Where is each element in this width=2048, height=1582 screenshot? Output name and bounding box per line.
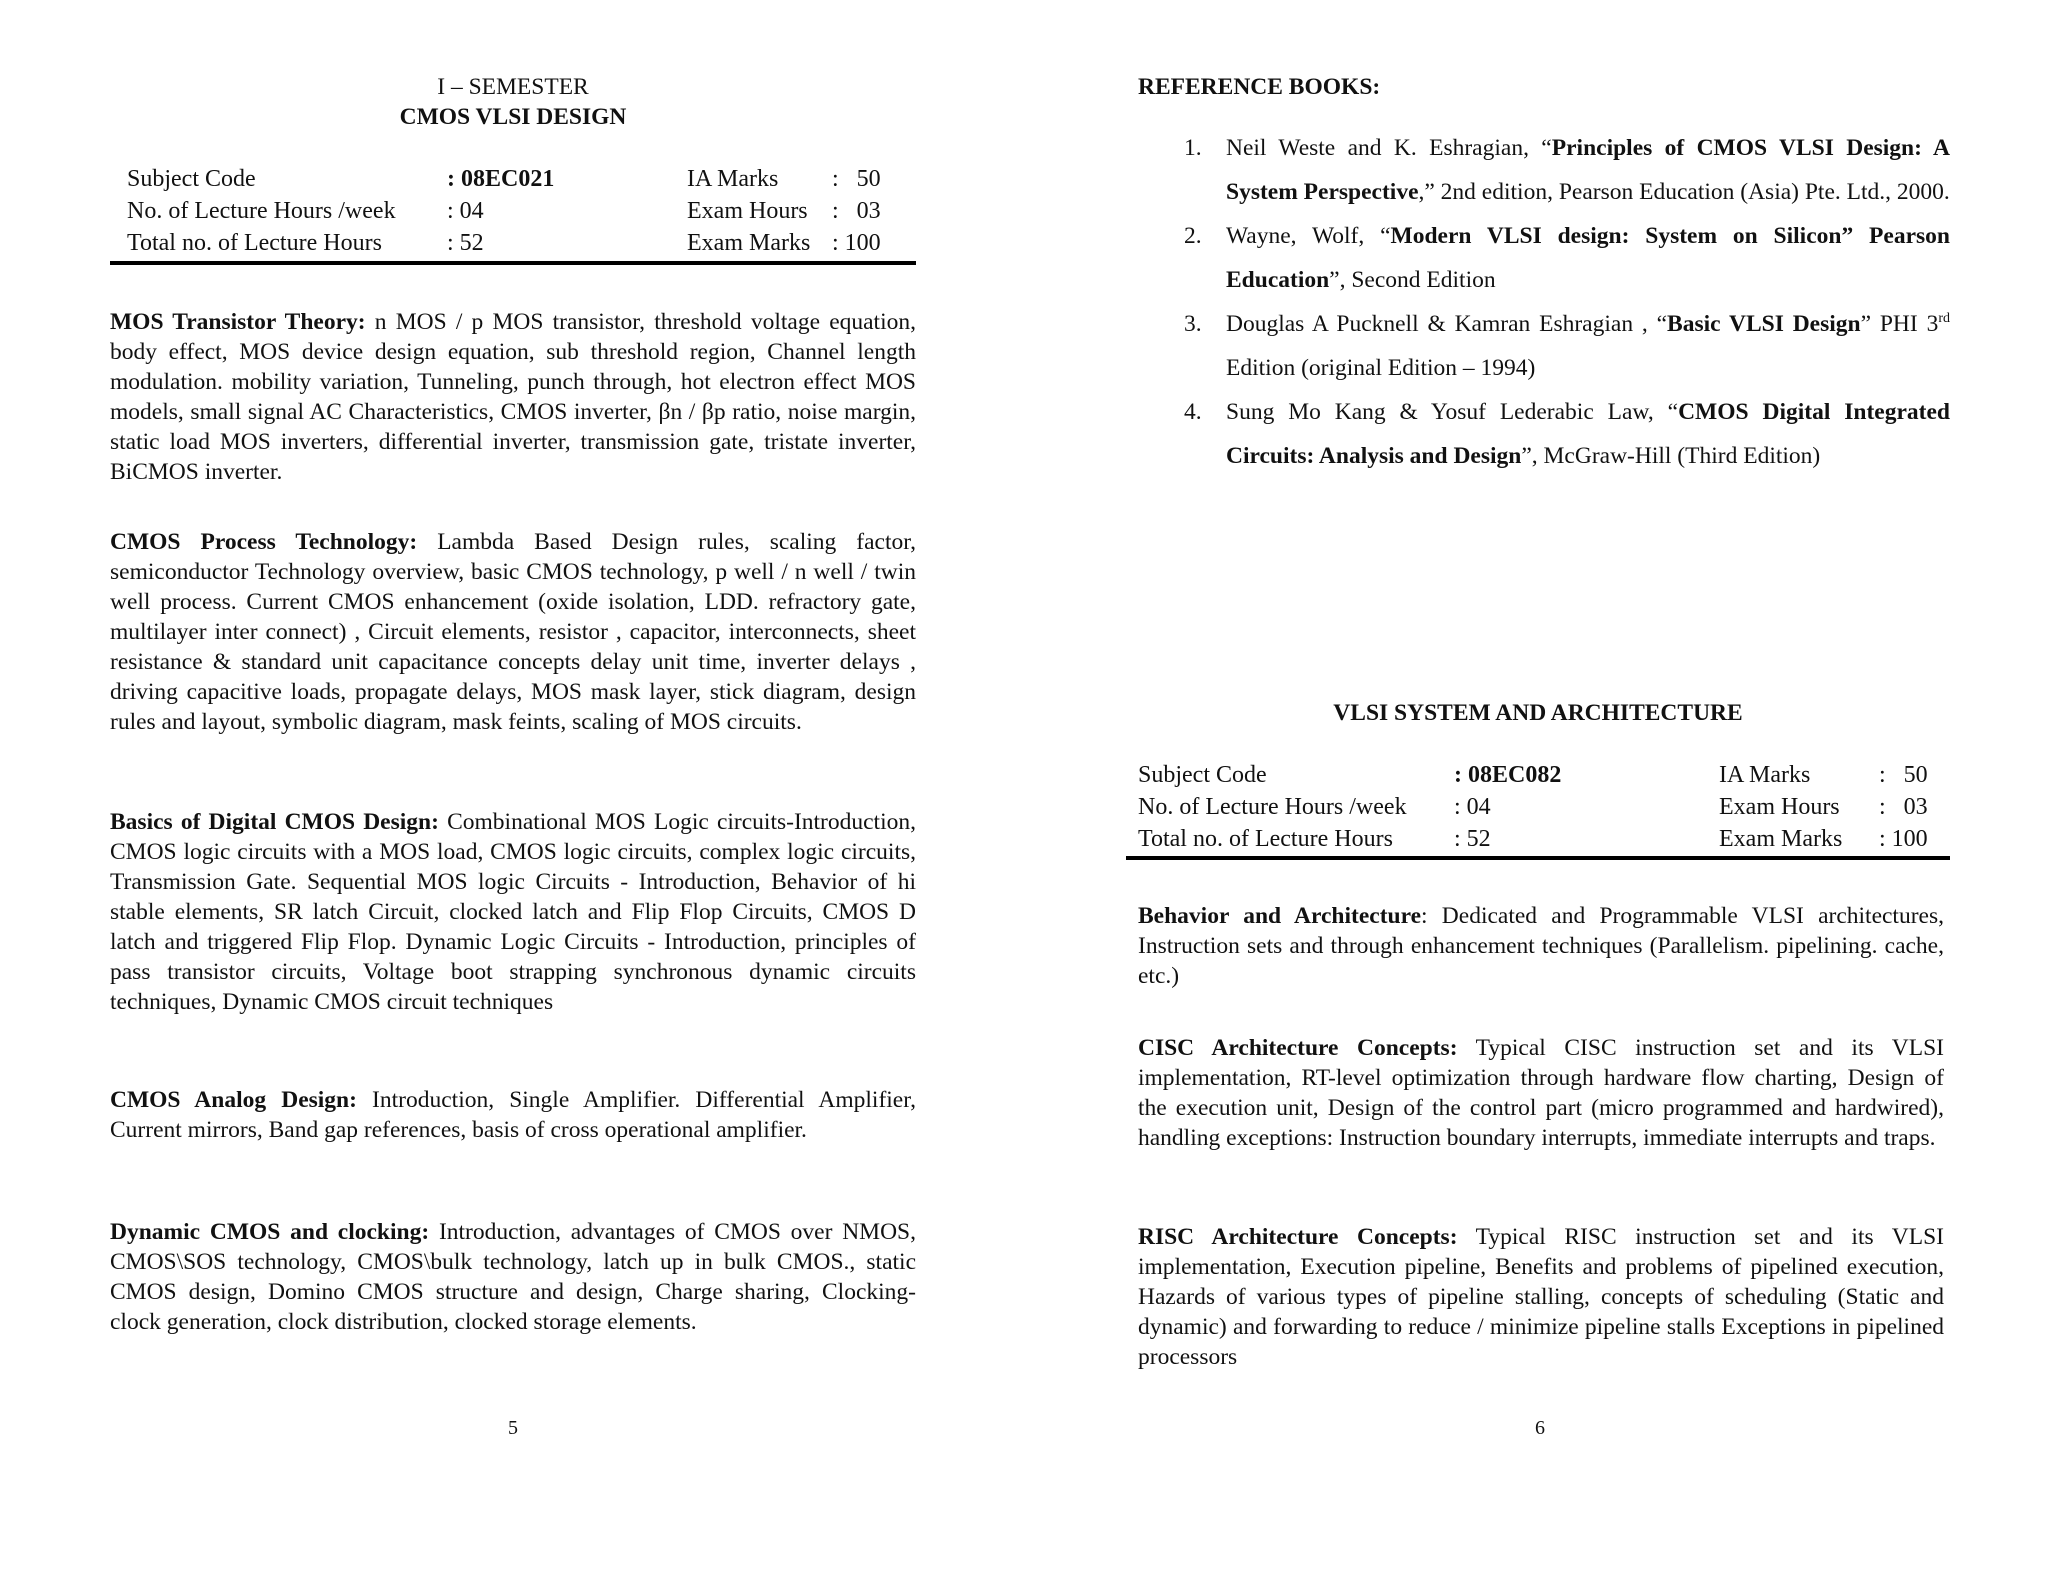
- reference-text: Douglas A Pucknell & Kamran Eshragian , “: [1226, 311, 1668, 337]
- info-row: [1138, 824, 1928, 856]
- reference-number: 3.: [1184, 311, 1202, 337]
- page-number: 6: [1535, 1417, 1545, 1439]
- section-heading: Dynamic CMOS and clocking:: [110, 1219, 430, 1245]
- section-heading: MOS Transistor Theory:: [110, 309, 366, 335]
- right-page: [1126, 0, 1950, 1582]
- section-body: Typical CISC instruction set and its VLSI implementation, RT-level optimization through hardware flow charting, Design of the execution unit, Design of the control part (micro programmed and hardwired), handling exceptions: Instruction boundary interrupts, immediate interrupts and traps.: [1138, 1035, 1944, 1151]
- info-row: [1138, 792, 1928, 824]
- reference-text: ”, McGraw-Hill (Third Edition): [1521, 443, 1821, 469]
- info-row: [127, 164, 881, 196]
- page-number: 5: [508, 1417, 518, 1439]
- section-heading: Behavior and Architecture: [1138, 903, 1422, 929]
- reference-item: [1126, 126, 1950, 214]
- section-heading: CMOS Analog Design:: [110, 1087, 357, 1113]
- table-rule: [110, 261, 916, 265]
- reference-list: [1126, 126, 1950, 478]
- info-value: : 08EC082: [1454, 762, 1562, 788]
- reference-text: Sung Mo Kang & Yosuf Lederabic Law, “: [1226, 399, 1679, 425]
- reference-number: 2.: [1184, 223, 1202, 249]
- info-value: : 04: [447, 198, 484, 224]
- info-label: Subject Code: [1138, 762, 1267, 788]
- table-rule: [1126, 856, 1950, 860]
- info-label: Total no. of Lecture Hours: [1138, 826, 1393, 852]
- info-label: No. of Lecture Hours /week: [127, 198, 396, 224]
- info-label: Exam Marks: [1719, 826, 1843, 852]
- course-title: VLSI SYSTEM AND ARCHITECTURE: [1333, 700, 1743, 726]
- reference-text: ,” 2nd edition, Pearson Education (Asia) Pte. Ltd., 2000.: [1418, 179, 1950, 205]
- reference-title: Basic VLSI Design: [1667, 311, 1861, 337]
- section-heading: CMOS Process Technology:: [110, 529, 418, 555]
- reference-text: Edition (original Edition – 1994): [1226, 355, 1536, 381]
- reference-item: [1126, 214, 1950, 302]
- reference-superscript: rd: [1938, 311, 1950, 327]
- info-value: : 52: [447, 230, 484, 256]
- section-body: Introduction, Single Amplifier. Differential Amplifier, Current mirrors, Band gap references, basis of cross operational amplifier.: [110, 1087, 916, 1143]
- syllabus-section: [110, 807, 916, 1017]
- reference-text: Neil Weste and K. Eshragian, “: [1226, 135, 1552, 161]
- info-value: : 52: [1454, 826, 1491, 852]
- info-label: Exam Marks: [687, 230, 811, 256]
- reference-text: ”, Second Edition: [1329, 267, 1496, 293]
- section-body: Introduction, advantages of CMOS over NMOS, CMOS\SOS technology, CMOS\bulk technology, latch up in bulk CMOS., static CMOS design, Domino CMOS structure and design, Charge sharing, Clocking- clock generation, clock distribution, clocked storage elements.: [110, 1219, 916, 1335]
- section-body: : Dedicated and Programmable VLSI architectures, Instruction sets and through enhancement techniques (Parallelism. pipelining. cache, etc.): [1138, 903, 1944, 989]
- info-label: Exam Hours: [1719, 794, 1840, 820]
- section-body: Typical RISC instruction set and its VLSI implementation, Execution pipeline, Benefits and problems of pipelined execution, Hazards of various types of pipeline stalling, concepts of scheduling (Static and dynamic) and forwarding to reduce / minimize pipeline stalls Exceptions in pipelined processors: [1138, 1224, 1944, 1370]
- info-value: : 03: [1879, 794, 1928, 820]
- section-body: n MOS / p MOS transistor, threshold voltage equation, body effect, MOS device design equation, sub threshold region, Channel length modulation. mobility variation, Tunneling, punch through, hot electron effect MOS models, small signal AC Characteristics, CMOS inverter, βn / βp ratio, noise margin, static load MOS inverters, differential inverter, transmission gate, tristate inverter, BiCMOS inverter.: [110, 309, 916, 485]
- reference-number: 1.: [1184, 135, 1202, 161]
- section-heading: Basics of Digital CMOS Design:: [110, 809, 439, 835]
- left-page: [110, 0, 916, 1582]
- info-row: [127, 228, 881, 260]
- section-heading: CISC Architecture Concepts:: [1138, 1035, 1458, 1061]
- info-value: : 03: [832, 198, 881, 224]
- info-value: : 04: [1454, 794, 1491, 820]
- course-title: CMOS VLSI DESIGN: [399, 104, 627, 130]
- info-label: Subject Code: [127, 166, 256, 192]
- reference-title: Modern VLSI design: System on Silicon” Pearson Education: [1226, 223, 1950, 293]
- reference-number: 4.: [1184, 399, 1202, 425]
- info-label: Exam Hours: [687, 198, 808, 224]
- syllabus-section: [1138, 1222, 1944, 1372]
- info-value: : 08EC021: [447, 166, 555, 192]
- syllabus-section: [1138, 1033, 1944, 1153]
- reference-text: ” PHI 3: [1860, 311, 1939, 337]
- syllabus-section: [110, 527, 916, 737]
- section-body: Combinational MOS Logic circuits-Introduction, CMOS logic circuits with a MOS load, CMOS logic circuits, complex logic circuits, Transmission Gate. Sequential MOS logic Circuits - Introduction, Behavior of hi stable elements, SR latch Circuit, clocked latch and Flip Flop Circuits, CMOS D latch and triggered Flip Flop. Dynamic Logic Circuits - Introduction, principles of pass transistor circuits, Voltage boot strapping synchronous dynamic circuits techniques, Dynamic CMOS circuit techniques: [110, 809, 916, 1015]
- reference-item: [1126, 302, 1950, 390]
- info-value: : 50: [1879, 762, 1928, 788]
- section-body: Lambda Based Design rules, scaling factor, semiconductor Technology overview, basic CMOS technology, p well / n well / twin well process. Current CMOS enhancement (oxide isolation, LDD. refractory gate, multilayer inter connect) , Circuit elements, resistor , capacitor, interconnects, sheet resistance & standard unit capacitance concepts delay unit time, inverter delays , driving capacitive loads, propagate delays, MOS mask layer, stick diagram, design rules and layout, symbolic diagram, mask feints, scaling of MOS circuits.: [110, 529, 916, 735]
- course-info-table: [127, 164, 881, 260]
- reference-title: CMOS Digital Integrated Circuits: Analysis and Design: [1226, 399, 1950, 469]
- info-value: : 100: [832, 230, 881, 256]
- reference-text: Wayne, Wolf, “: [1226, 223, 1391, 249]
- reference-title: Principles of CMOS VLSI Design: A System Perspective: [1226, 135, 1950, 205]
- info-label: Total no. of Lecture Hours: [127, 230, 382, 256]
- info-label: IA Marks: [1719, 762, 1811, 788]
- reference-item: [1126, 390, 1950, 478]
- info-row: [127, 196, 881, 228]
- syllabus-section: [1138, 901, 1944, 991]
- syllabus-section: [110, 1085, 916, 1145]
- info-value: : 100: [1879, 826, 1928, 852]
- semester-label: I – SEMESTER: [437, 74, 589, 100]
- info-label: IA Marks: [687, 166, 779, 192]
- reference-heading: REFERENCE BOOKS:: [1138, 74, 1381, 100]
- section-heading: RISC Architecture Concepts:: [1138, 1224, 1458, 1250]
- info-value: : 50: [832, 166, 881, 192]
- course-info-table: [1138, 760, 1928, 856]
- info-label: No. of Lecture Hours /week: [1138, 794, 1407, 820]
- syllabus-section: [110, 307, 916, 487]
- info-row: [1138, 760, 1928, 792]
- syllabus-section: [110, 1217, 916, 1337]
